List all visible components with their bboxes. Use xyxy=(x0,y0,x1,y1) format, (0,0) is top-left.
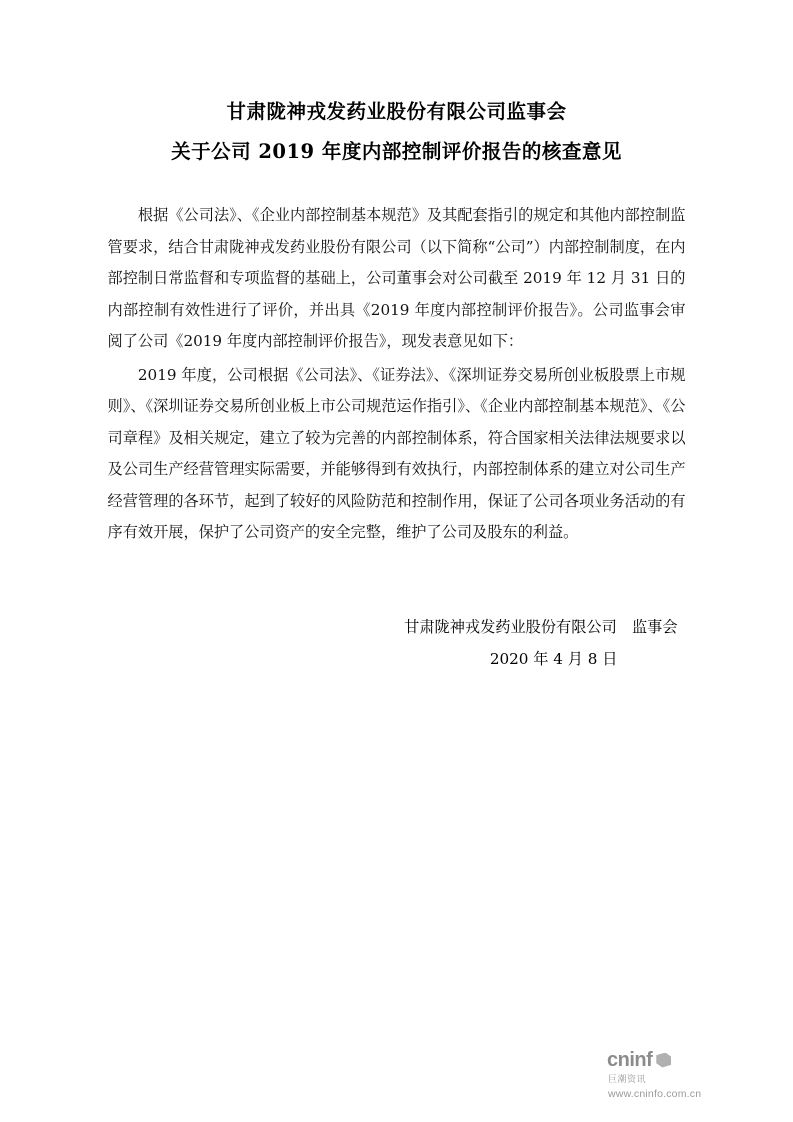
hexagon-icon xyxy=(656,1053,671,1068)
watermark-name: cninf xyxy=(607,1049,653,1071)
watermark-logo xyxy=(607,1049,757,1071)
title-line-1: 甘肃陇神戎发药业股份有限公司监事会 xyxy=(226,100,567,123)
signature-date: 2020 年 4 月 8 日 xyxy=(489,649,618,668)
signature-block xyxy=(108,549,686,675)
paragraph-2: 2019 年度，公司根据《公司法》、《证券法》、《深圳证券交易所创业板股票上市规则》、《深圳证券交易所创业板上市公司规范运作指引》、《企业内部控制基本规范》、《公司章程》及相关规定，建立了较为完善的内部控制体系，符合国家相关法律法规要求以及公司生产经营管理实际需要，并能够得到有效执行，内部控制体系的建立对公司生产经营管理的各环节，起到了较好的风险防范和控制作用，保证了公司各项业务活动的有序有效开展，保护了公司资产的安全完整，维护了公司及股东的利益。 xyxy=(107,365,686,541)
document-body xyxy=(108,172,686,549)
watermark-subtitle: 巨潮资讯 xyxy=(608,1074,647,1084)
signature-organization: 甘肃陇神戎发药业股份有限公司 监事会 xyxy=(404,617,678,636)
paragraph-1: 根据《公司法》、《企业内部控制基本规范》及其配套指引的规定和其他内部控制监管要求，结合甘肃陇神戎发药业股份有限公司（以下简称“公司”）内部控制制度，在内部控制日常监督和专项监督的基础上，公司董事会对公司截至 2019 年 12 月 31 日的内部控制有效性进行了评价，并出具《2019 年度内部控制评价报告》。公司监事会审阅了公司《2019 年度内部控制评价报告》，现发表意见如下： xyxy=(107,206,686,350)
title-line-2: 关于公司 2019 年度内部控制评价报告的核查意见 xyxy=(171,140,622,163)
cninfo-watermark xyxy=(607,1049,757,1100)
document-title xyxy=(0,92,793,172)
watermark-url: www.cninfo.com.cn xyxy=(608,1088,702,1100)
